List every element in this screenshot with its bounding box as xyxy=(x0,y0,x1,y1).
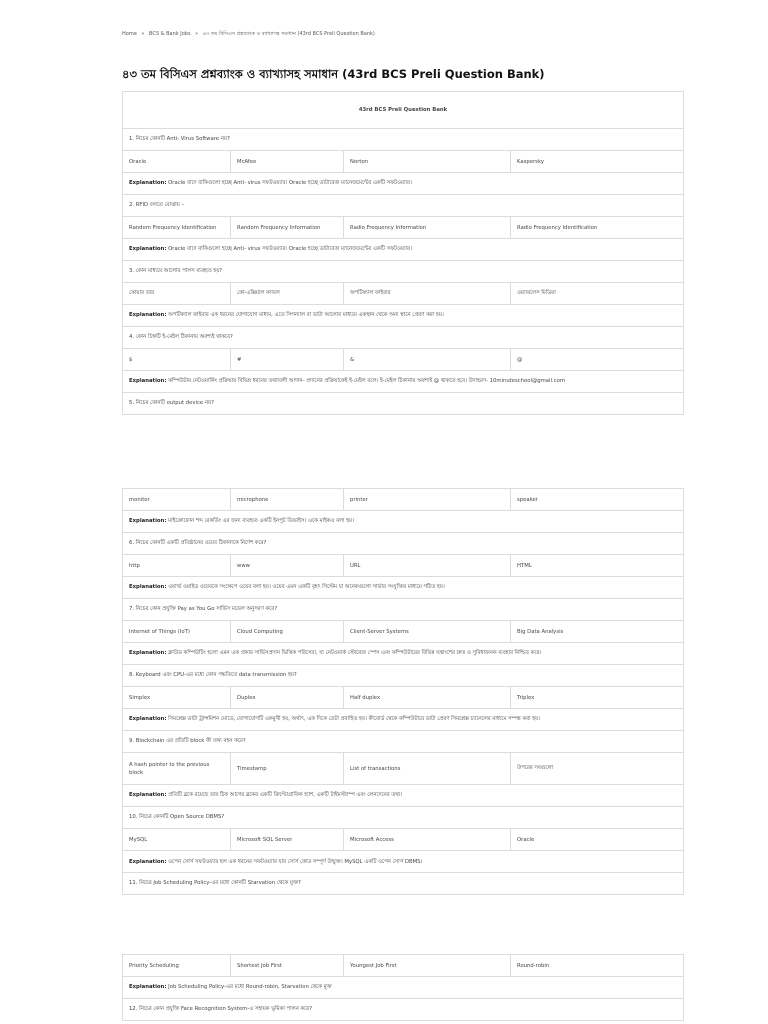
option-cell: HTML xyxy=(511,555,684,577)
option-cell: ওয়্যারলেস মিডিয়া xyxy=(511,283,684,305)
explanation-label: Explanation: xyxy=(129,791,167,798)
explanation-1 xyxy=(123,173,684,195)
question-5: 5. নিচের কোনটি output device নয়? xyxy=(123,393,684,415)
breadcrumb-category-link[interactable]: BCS & Bank Jobs xyxy=(149,31,191,37)
option-cell: Radio Frequency Identification xyxy=(511,217,684,239)
question-3: 3. কোন মাধ্যমে আলোর পালস ব্যবহৃত হয়? xyxy=(123,261,684,283)
question-table-page-1 xyxy=(122,91,683,415)
question-1: 1. নিচের কোনটি Anti- Virus Software নয়? xyxy=(123,129,684,151)
explanation-text: Oracle বাদে বাকিগুলো হচ্ছে Anti- virus সফটওয়্যার। Oracle হচ্ছে ডাটাবেজ ম্যানেজমেন্টের একটি সফটওয়্যার। xyxy=(168,245,412,252)
explanation-label: Explanation: xyxy=(129,179,167,186)
question-table-page-2 xyxy=(122,488,683,895)
option-cell: উপরের সবগুলো xyxy=(511,753,684,785)
breadcrumb xyxy=(122,31,378,39)
question-4: 4. কোন চিহ্নটি ই-মেইল ঠিকানায় অবশ্যই থাকবে? xyxy=(123,327,684,349)
option-cell: microphone xyxy=(231,489,344,511)
option-cell: Oracle xyxy=(511,829,684,851)
page-title: ৪৩ তম বিসিএস প্রশ্নব্যাংক ও ব্যাখ্যাসহ সমাধান (43rd BCS Preli Question Bank) xyxy=(122,67,545,81)
question-7: 7. নিচের কোন প্রযুক্তি Pay as You Go সার্ভিস মডেল অনুসরণ করে? xyxy=(123,599,684,621)
option-cell: Timestamp xyxy=(231,753,344,785)
option-cell: কোয়ার তার xyxy=(123,283,231,305)
option-cell: printer xyxy=(344,489,511,511)
breadcrumb-separator: » xyxy=(195,31,199,37)
explanation-label: Explanation: xyxy=(129,311,167,318)
option-cell: $ xyxy=(123,349,231,371)
breadcrumb-current: ৪৩ তম বিসিএস প্রশ্নব্যাংক ও ব্যাখ্যাসহ সমাধান (43rd BCS Preli Question Bank) xyxy=(202,31,375,37)
option-cell: Big Data Analysis xyxy=(511,621,684,643)
option-cell: http xyxy=(123,555,231,577)
explanation-label: Explanation: xyxy=(129,715,167,722)
option-cell: www xyxy=(231,555,344,577)
explanation-text: Job Scheduling Policy-এর মধ্যে Round-robin, Starvation থেকে মুক্ত xyxy=(168,983,332,990)
option-cell: Triplex xyxy=(511,687,684,709)
question-12: 12. নিচের কোন প্রযুক্তি Face Recognition System-এ সহায়ক ভূমিকা পালন করে? xyxy=(123,999,684,1021)
question-table-page-3 xyxy=(122,954,683,1021)
option-cell: Microsoft SQL Server xyxy=(231,829,344,851)
explanation-11 xyxy=(123,977,684,999)
option-cell: A hash pointer to the previous block xyxy=(123,753,231,785)
option-cell: & xyxy=(344,349,511,371)
question-6: 6. নিচের কোনটি একটি প্রতিষ্ঠানের ওয়েব ঠিকানাকে নির্দেশ করে? xyxy=(123,533,684,555)
option-cell: Radio Frequency Information xyxy=(344,217,511,239)
question-9: 9. Blockchain এর প্রতিটি block কী তথ্য বহন করে? xyxy=(123,731,684,753)
option-cell: @ xyxy=(511,349,684,371)
explanation-label: Explanation: xyxy=(129,377,167,384)
explanation-text: Oracle বাদে বাকিগুলো হচ্ছে Anti- virus সফটওয়্যার। Oracle হচ্ছে ডাটাবেজ ম্যানেজমেন্টের একটি সফটওয়্যার। xyxy=(168,179,412,186)
option-cell: McAfee xyxy=(231,151,344,173)
explanation-text: প্রতিটি ব্লকে রয়েছে তার ঠিক আগের ব্লকের একটি ক্রিপ্টোগ্রাফিক হ্যাশ, একটি টাইমস্ট্যাম্প এবং লেনদেনের তথ্য। xyxy=(168,791,403,798)
option-cell: List of transactions xyxy=(344,753,511,785)
question-8: 8. Keyboard এবং CPU-এর মধ্যে কোন পদ্ধতিতে data transmission হয়? xyxy=(123,665,684,687)
explanation-text: মাইক্রোফোন শব্দ রেকর্ডিং এর জন্য ব্যবহৃত একটি ইনপুট ডিভাইস। একে মাইকও বলা হয়। xyxy=(168,517,354,524)
option-cell: monitor xyxy=(123,489,231,511)
explanation-text: কম্পিউটার নেটওয়ার্কিং প্রক্রিয়ায় বিভিন্ন ধরনের তথ্যাবলী আদান- প্রদানের প্রক্রিয়াকেই ই-মেইল বলে। ই-মেইল ঠিকানায় অবশ্যই @ থাকতে হবে। উদাহরণ- 10minuteschool@gmail.com xyxy=(168,377,565,384)
breadcrumb-separator: » xyxy=(141,31,145,37)
option-cell: Oracle xyxy=(123,151,231,173)
explanation-label: Explanation: xyxy=(129,858,167,865)
option-cell: Duplex xyxy=(231,687,344,709)
option-cell: Random Frequency Information xyxy=(231,217,344,239)
option-cell: Random Frequency Identification xyxy=(123,217,231,239)
explanation-9 xyxy=(123,785,684,807)
option-cell: speaker xyxy=(511,489,684,511)
option-cell: Norton xyxy=(344,151,511,173)
explanation-text: ওয়ার্ল্ড ওয়াইড ওয়েবকে সংক্ষেপে ওয়েব বলা হয়। ওয়েব এমন একটি বৃহৎ সিস্টেম যা অনেকগুলো সার্ভার সংযুক্তির মাধ্যমে গঠিত হয়। xyxy=(168,583,445,590)
question-10: 10. নিচের কোনটি Open Source DBMS? xyxy=(123,807,684,829)
option-cell: Half duplex xyxy=(344,687,511,709)
option-cell: Youngest Job First xyxy=(344,955,511,977)
breadcrumb-home-link[interactable]: Home xyxy=(122,31,137,37)
option-cell: Kaspersky xyxy=(511,151,684,173)
option-cell: Priority Scheduling xyxy=(123,955,231,977)
option-cell: Internet of Things (IoT) xyxy=(123,621,231,643)
option-cell: Round-robin xyxy=(511,955,684,977)
explanation-label: Explanation: xyxy=(129,245,167,252)
explanation-7 xyxy=(123,643,684,665)
explanation-label: Explanation: xyxy=(129,583,167,590)
explanation-8 xyxy=(123,709,684,731)
explanation-3 xyxy=(123,305,684,327)
explanation-text: অপটিক্যাল ফাইবার এক ধরনের যোগাযোগ মাধ্যম, এতে সিগন্যাল বা ডাটা আলোর মাধ্যমে একস্থান থেকে অন্য স্থানে প্রেরণ করা হয়। xyxy=(168,311,444,318)
option-cell: Microsoft Access xyxy=(344,829,511,851)
option-cell: Cloud Computing xyxy=(231,621,344,643)
option-cell: কো-এক্সিয়াল ক্যাবল xyxy=(231,283,344,305)
option-cell: অপটিক্যাল ফাইবার xyxy=(344,283,511,305)
question-11: 11. নিচের Job Scheduling Policy-এর মধ্যে কোনটি Starvation থেকে মুক্ত? xyxy=(123,873,684,895)
option-cell: Client-Server Systems xyxy=(344,621,511,643)
option-cell: MySQL xyxy=(123,829,231,851)
option-cell: # xyxy=(231,349,344,371)
explanation-2 xyxy=(123,239,684,261)
explanation-label: Explanation: xyxy=(129,649,167,656)
explanation-5 xyxy=(123,511,684,533)
explanation-6 xyxy=(123,577,684,599)
table-title: 43rd BCS Preli Question Bank xyxy=(123,92,684,129)
explanation-4 xyxy=(123,371,684,393)
explanation-label: Explanation: xyxy=(129,983,167,990)
explanation-text: সিমপ্লেক্স ডাটা ট্রান্সমিশন মোডে, যোগাযোগটি একমুখী হয়, অর্থাৎ, এক দিকে ডেটা প্রবাহিত হয়। কীবোর্ড থেকে কম্পিউটারে ডাটা প্রেরণ সিমপ্লেক্স চ্যানেলের মাধ্যমে সম্পন্ন করা হয়। xyxy=(168,715,541,722)
option-cell: Simplex xyxy=(123,687,231,709)
explanation-label: Explanation: xyxy=(129,517,167,524)
explanation-text: ক্লাউড কম্পিউটিং হলো এমন এক প্রকার সার্ভিসপ্রদান ভিত্তিক পরিসেবা, যা নেটওয়ার্ক স্টোরেজ স্পেস এবং কম্পিউটারের বিভিন্ন যন্ত্রাংশের দ্রুত ও সুবিধাজনক ব্যবহার নিশ্চিত করে। xyxy=(168,649,542,656)
option-cell: Shortest Job First xyxy=(231,955,344,977)
explanation-10 xyxy=(123,851,684,873)
explanation-text: ওপেন সোর্স সফটওয়্যার হল এক ধরনের সফটওয়্যার যার সোর্স কোড সম্পূর্ণ উন্মুক্ত। MySQL একটি ওপেন সোর্স DBMS। xyxy=(168,858,423,865)
option-cell: URL xyxy=(344,555,511,577)
question-2: 2. RFID বলতে বোঝায় – xyxy=(123,195,684,217)
